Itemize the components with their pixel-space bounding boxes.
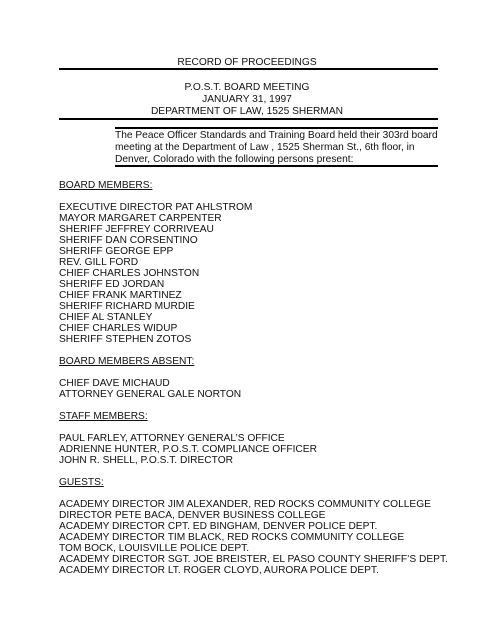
board-member: SHERIFF GEORGE EPP	[59, 246, 174, 257]
staff-member: JOHN R. SHELL, P.O.S.T. DIRECTOR	[59, 455, 233, 466]
intro-rule-top	[115, 127, 438, 129]
board-member: CHIEF FRANK MARTINEZ	[59, 290, 182, 301]
board-member: CHIEF AL STANLEY	[59, 312, 153, 323]
board-member: SHERIFF STEPHEN ZOTOS	[59, 334, 192, 345]
board-member: EXECUTIVE DIRECTOR PAT AHLSTROM	[59, 202, 253, 213]
board-member: MAYOR MARGARET CARPENTER	[59, 213, 222, 224]
guest: DIRECTOR PETE BACA, DENVER BUSINESS COLLEGE	[59, 510, 326, 521]
board-member: SHERIFF RICHARD MURDIE	[59, 301, 195, 312]
staff-heading: STAFF MEMBERS:	[59, 411, 148, 422]
guest: ACADEMY DIRECTOR CPT. ED BINGHAM, DENVER POLICE DEPT.	[59, 521, 378, 532]
staff-member: PAUL FARLEY, ATTORNEY GENERAL’S OFFICE	[59, 433, 285, 444]
absent-member: ATTORNEY GENERAL GALE NORTON	[59, 389, 242, 400]
staff-member: ADRIENNE HUNTER, P.O.S.T. COMPLIANCE OFFICER	[59, 444, 317, 455]
board-members-heading: BOARD MEMBERS:	[59, 180, 153, 191]
board-member: SHERIFF DAN CORSENTINO	[59, 235, 198, 246]
guest: ACADEMY DIRECTOR SGT. JOE BREISTER, EL PASO COUNTY SHERIFF’S DEPT.	[59, 554, 448, 565]
board-member: SHERIFF JEFFREY CORRIVEAU	[59, 224, 214, 235]
intro-line-2: meeting at the Department of Law , 1525 Sherman St., 6th floor, in	[115, 142, 415, 153]
board-member: SHERIFF ED JORDAN	[59, 279, 165, 290]
meeting-title: P.O.S.T. BOARD MEETING	[184, 82, 310, 93]
record-title: RECORD OF PROCEEDINGS	[177, 57, 317, 68]
header-rule-bottom	[59, 118, 438, 120]
absent-heading: BOARD MEMBERS ABSENT:	[59, 356, 195, 367]
header-rule-top	[59, 68, 438, 70]
absent-member: CHIEF DAVE MICHAUD	[59, 378, 170, 389]
guest: ACADEMY DIRECTOR TIM BLACK, RED ROCKS COMMUNITY COLLEGE	[59, 532, 405, 543]
board-member: REV. GILL FORD	[59, 257, 139, 268]
intro-line-1: The Peace Officer Standards and Training Board held their 303rd board	[115, 130, 438, 141]
meeting-location: DEPARTMENT OF LAW, 1525 SHERMAN	[150, 106, 344, 117]
board-member: CHIEF CHARLES WIDUP	[59, 323, 178, 334]
guest: ACADEMY DIRECTOR JIM ALEXANDER, RED ROCKS COMMUNITY COLLEGE	[59, 499, 431, 510]
guest: TOM BOCK, LOUISVILLE POLICE DEPT.	[59, 543, 250, 554]
intro-rule-bottom	[115, 165, 438, 167]
intro-line-3: Denver, Colorado with the following persons present:	[115, 154, 354, 165]
guests-heading: GUESTS:	[59, 477, 104, 488]
meeting-date: JANUARY 31, 1997	[202, 94, 292, 105]
board-member: CHIEF CHARLES JOHNSTON	[59, 268, 200, 279]
guest: ACADEMY DIRECTOR LT. ROGER CLOYD, AURORA POLICE DEPT.	[59, 565, 379, 576]
